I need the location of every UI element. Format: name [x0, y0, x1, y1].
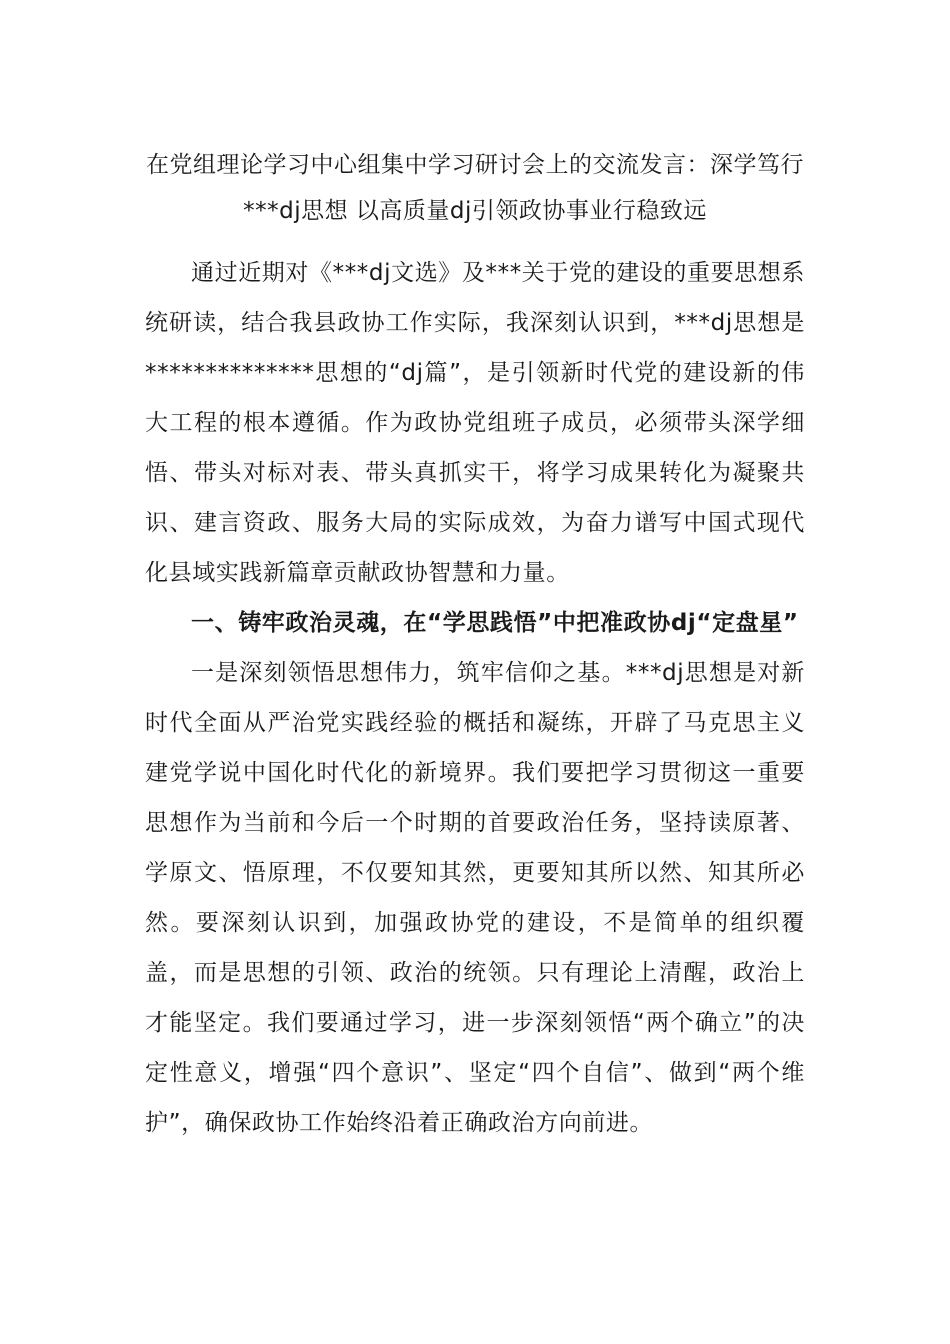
- section-heading-1: 一、铸牢政治灵魂，在“学思践悟”中把准政协dj“定盘星”: [191, 610, 799, 636]
- document-body: [145, 248, 805, 1148]
- intro-paragraph: 通过近期对《***dj文选》及***关于党的建设的重要思想系统研读，结合我县政协工作实际，我深刻认识到，***dj思想是**************思想的“dj篇”，是引领新时代党的建设新的伟大工程的根本遵循。作为政协党组班子成员，必须带头深学细悟、带头对标对表、带头真抓实干，将学习成果转化为凝聚共识、建言资政、服务大局的实际成效，为奋力谱写中国式现代化县域实践新篇章贡献政协智慧和力量。: [145, 260, 805, 586]
- section-1-paragraph-1: 一是深刻领悟思想伟力，筑牢信仰之基。***dj思想是对新时代全面从严治党实践经验的概括和凝练，开辟了马克思主义建党学说中国化时代化的新境界。我们要把学习贯彻这一重要思想作为当前和今后一个时期的首要政治任务，坚持读原著、学原文、悟原理，不仅要知其然，更要知其所以然、知其所必然。要深刻认识到，加强政协党的建设，不是简单的组织覆盖，而是思想的引领、政治的统领。只有理论上清醒，政治上才能坚定。我们要通过学习，进一步深刻领悟“两个确立”的决定性意义，增强“四个意识”、坚定“四个自信”、做到“两个维护”，确保政协工作始终沿着正确政治方向前进。: [145, 660, 805, 1136]
- document-title: 在党组理论学习中心组集中学习研讨会上的交流发言：深学笃行***dj思想 以高质量dj引领政协事业行稳致远: [146, 152, 804, 224]
